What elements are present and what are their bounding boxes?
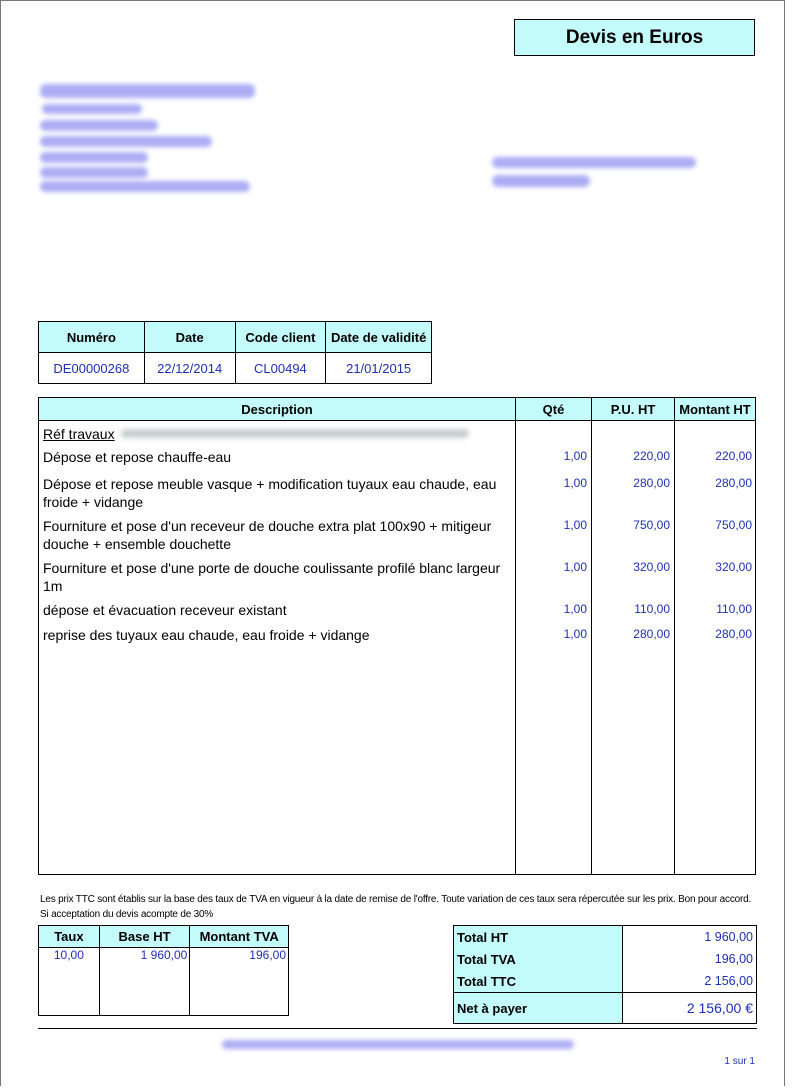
total-ht-label: Total HT <box>454 926 623 949</box>
header-date: Date <box>144 322 235 353</box>
quote-date: 22/12/2014 <box>144 353 235 384</box>
line-qty: 1,00 <box>563 627 587 641</box>
net-to-pay-value: 2 156,00 € <box>623 993 757 1024</box>
header-description: Description <box>241 402 313 417</box>
line-description: Dépose et repose chauffe-eau <box>43 449 232 465</box>
line-amount: 280,00 <box>715 476 752 490</box>
header-qty: Qté <box>542 402 565 417</box>
header-amount: Montant HT <box>679 402 751 417</box>
header-client-code: Code client <box>235 322 326 353</box>
total-ht-value: 1 960,00 <box>623 926 757 949</box>
line-amount: 750,00 <box>715 518 752 532</box>
footer-divider <box>38 1028 757 1029</box>
document-title: Devis en Euros <box>514 19 755 56</box>
line-description: Fourniture et pose d'un receveur de douche extra plat 100x90 + mitigeur douche + ensemble douchette <box>43 518 492 552</box>
line-qty: 1,00 <box>563 560 587 574</box>
line-amount: 110,00 <box>716 602 752 616</box>
redacted-ref-travaux <box>121 429 469 438</box>
line-qty: 1,00 <box>563 476 587 490</box>
lines-header <box>39 398 755 421</box>
line-unit-price: 110,00 <box>634 602 670 616</box>
page-number: 1 sur 1 <box>724 1056 755 1067</box>
line-description: Dépose et repose meuble vasque + modification tuyaux eau chaude, eau froide + vidange <box>43 476 497 510</box>
line-qty: 1,00 <box>563 602 587 616</box>
document-info-table <box>38 321 432 384</box>
validity-date: 21/01/2015 <box>326 353 432 384</box>
header-vat-amount: Montant TVA <box>190 926 289 948</box>
line-amount: 280,00 <box>715 627 752 641</box>
line-qty: 1,00 <box>563 449 587 463</box>
net-to-pay-label: Net à payer <box>454 993 623 1024</box>
line-description: reprise des tuyaux eau chaude, eau froide + vidange <box>43 627 370 643</box>
quote-number: DE00000268 <box>39 353 145 384</box>
vat-rate: 10,00 <box>39 948 100 964</box>
ref-travaux-label: Réf travaux <box>43 426 115 442</box>
redacted-company-legal-info <box>222 1040 574 1049</box>
header-unit-price: P.U. HT <box>610 402 656 417</box>
column-divider <box>591 398 592 874</box>
line-unit-price: 280,00 <box>633 476 670 490</box>
total-tva-label: Total TVA <box>454 948 623 970</box>
line-qty: 1,00 <box>563 518 587 532</box>
column-divider <box>674 398 675 874</box>
column-divider <box>515 398 516 874</box>
line-description: dépose et évacuation receveur existant <box>43 602 287 618</box>
total-tva-value: 196,00 <box>623 948 757 970</box>
line-amount: 320,00 <box>715 560 752 574</box>
vat-amount: 196,00 <box>190 948 289 964</box>
line-unit-price: 320,00 <box>633 560 670 574</box>
header-validity-date: Date de validité <box>326 322 432 353</box>
line-amount: 220,00 <box>715 449 752 463</box>
client-code: CL00494 <box>235 353 326 384</box>
line-unit-price: 220,00 <box>633 449 670 463</box>
header-numero: Numéro <box>39 322 145 353</box>
header-vat-base: Base HT <box>99 926 190 948</box>
line-unit-price: 750,00 <box>633 518 670 532</box>
quote-lines-table <box>38 397 756 875</box>
vat-breakdown-table <box>38 925 289 1016</box>
line-description: Fourniture et pose d'une porte de douche coulissante profilé blanc largeur 1m <box>43 560 501 594</box>
terms-footnote: Les prix TTC sont établis sur la base des taux de TVA en vigueur à la date de remise de l'offre. Toute variation de ces taux sera répercutée sur les prix. Bon pour accord. Si acceptation du devis acompte de 30% <box>40 894 752 920</box>
totals-table <box>453 925 757 1024</box>
total-ttc-value: 2 156,00 <box>623 970 757 993</box>
header-vat-rate: Taux <box>39 926 100 948</box>
total-ttc-label: Total TTC <box>454 970 623 993</box>
line-unit-price: 280,00 <box>633 627 670 641</box>
vat-base: 1 960,00 <box>99 948 190 964</box>
